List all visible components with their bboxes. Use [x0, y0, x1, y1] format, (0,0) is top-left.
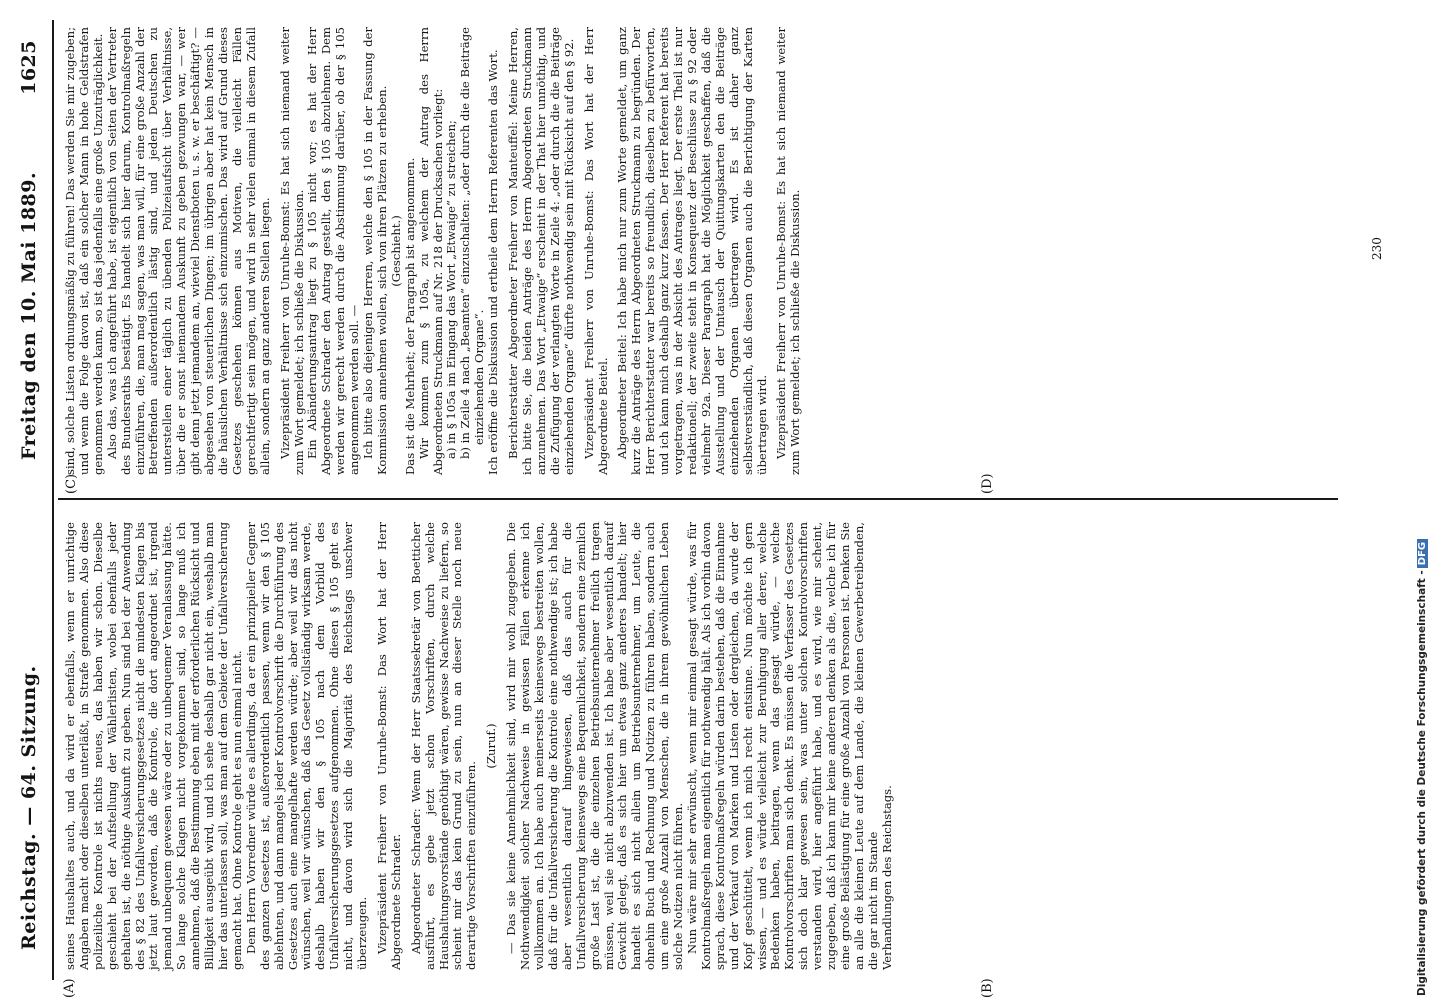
speaker-paragraph: Vizepräsident Freiherr von Unruhe-Bomst: Das Wort hat der Herr Abgeordnete Beitel. — [581, 27, 610, 475]
speaker-paragraph: Vizepräsident Freiherr von Unruhe-Bomst: Es hat sich niemand weiter zum Wort gemeldet; ich schließe die Diskussion. — [277, 27, 306, 475]
margin-mark-b: (B) — [980, 978, 995, 998]
margin-mark-d: (D) — [980, 473, 995, 494]
speaker-paragraph: Abgeordneter Beitel: Ich habe mich nur zum Worte gemeldet, um ganz kurz die Anträge des Herrn Abgeordneten Struckmann zu begründen. Der Herr Berichterstatter war bereits so freundlich, dieselben zu befürworten, und ich kann mich deshalb ganz kurz fassen. Der Herr Referent hat bereits vorgetragen, was in der Absicht des Antrages liegt. Der erste Theil ist nur redaktionell; der zweite steht in Konsequenz der Beschlüsse zu § 92 oder vielmehr 92a. Dieser Paragraph hat die Möglichkeit geschaffen, daß die Ausstellung und der Umtausch der Quittungskarten den die Beiträge einziehenden Organen übertragen wird. Es ist daher ganz selbstverständlich, daß diesen Organen auch die Berichtigung der Karten übertragen wird. — [615, 27, 769, 475]
paragraph: Ein Abänderungsantrag liegt zu § 105 nicht vor; es hat der Herr Abgeordnete Schrader den Antrag gestellt, den § 105 abzulehnen. Dem werden wir gerecht werden durch die Abstimmung darüber, ob der § 105 angenommen werden soll. — — [305, 27, 362, 475]
paragraph: Wir kommen zum § 105a, zu welchem der Antrag des Herrn Abgeordneten Struckmann auf Nr. 218 der Drucksachen vorliegt: — [416, 27, 445, 475]
footer-source: Verhandlungen des Reichstags. — [879, 785, 894, 970]
speaker-paragraph: Vizepräsident Freiherr von Unruhe-Bomst: Das Wort hat der Herr Abgeordnete Schrader. — [374, 522, 403, 970]
header-rule — [52, 20, 54, 980]
paragraph: sind, solche Listen ordnungsmäßig zu führen! Das werden Sie mir zugeben; und wenn die Folge davon ist, daß ein solcher Mann in hohe Geldstrafen genommen werden kann, so ist das jedenfalls eine große Unzuträglichkeit. — [63, 27, 105, 475]
digitization-credit — [1416, 539, 1428, 996]
paragraph: Nun wäre mir sehr erwünscht, wenn mir einmal gesagt würde, was für Kontrolmaßregeln man eigentlich für nothwendig hält. Als ich vorhin davon sprach, diese Kontrolmaßregeln würden darin bestehen, daß die Einnahme und der Verkauf von Marken und Listen oder dergleichen, da wurde der Kopf geschüttelt, wenn ich mich recht entsinne. Nun möchte ich gern wissen, — und es würde vielleicht zur Beruhigung aller derer, welche Bedenken haben, beitragen, wenn das gesagt würde, — welche Kontrolvorschriften man sich denkt. Es müssen die Verfasser des Gesetzes sich doch klar gewesen sein, was unter solchen Kontrolvorschriften verstanden wird, hier angeführt habe, und es wird, wie mir scheint, zugegeben, daß ich kann mir keine anderen denken als die, welche ich für eine große Belästigung für eine große Anzahl von Personen ist. Denken Sie an alle die kleinen Leute auf dem Lande, die kleinen Gewerbetreibenden, die gar nicht im Stande — [684, 522, 880, 970]
interjection: (Geschieht.) — [388, 215, 403, 287]
amendment-item: a) in § 105a im Eingang das Wort „Etwaige“ zu streichen; — [444, 120, 459, 459]
paragraph: Ich eröffne die Diskussion und ertheile dem Herrn Referenten das Wort. — [486, 49, 501, 475]
header-session: Reichstag. — 64. Sitzung. — [18, 665, 40, 950]
speaker-paragraph: Berichterstatter Abgeordneter Freiherr von Manteuffel: Meine Herren, ich bitte Sie, die beiden Anträge des Herrn Abgeordneten Struckmann anzunehmen. Das Wort „Etwaige“ erscheint in der That hier unnöthig, und die Zufügung der verlangten Worte in Zeile 4: „oder durch die die Beiträge einziehenden Organe“ dürfte nothwendig sein mit Rücksicht auf den § 92. — [506, 27, 576, 475]
interjection: (Zuruf.) — [484, 723, 499, 769]
paragraph: seines Haushaltes auch, und da wird er ebenfalls, wenn er unrichtige Angaben macht oder dieselben unterläßt, in Strafe genommen. Also diese polizeiliche Kontrole ist nichts neues, das haben wir schon. Dieselbe geschieht bei der Aufstellung der Wählerlisten, wobei ebenfalls jeder gehalten ist, die nöthige Auskunft zu geben. Nun sind bei der Anwendung des § 82 des Unfallversicherungsgesetzes nicht die mindesten Klagen bis jetzt laut geworden, daß die Kontrole, die dort angeordnet ist, irgend jemand unbequem gewesen wäre oder zu unbequemer Veranlassung hätte. So lange solche Klagen nicht vorgekommen sind, so lange muß ich annehmen, daß die Bestimmung eben mit der erforderlichen Rücksicht und Billigkeit ausgeübt wird, und ich sehe deshalb gar nicht ein, weshalb man hier das unterlassen soll, was man auf dem Gebiete der Unfallversicherung gemacht hat. Ohne Kontrole geht es nun einmal nicht. — [63, 522, 244, 970]
header-date: Freitag den 10. Mai 1889. — [18, 171, 40, 460]
speaker-paragraph: Vizepräsident Freiherr von Unruhe-Bomst: Es hat sich niemand weiter zum Wort gemeldet; ich schließe die Diskussion. — [774, 27, 803, 475]
right-column — [64, 27, 803, 475]
paragraph: Also das, was ich angeführt habe, ist eigentlich von Seiten der Vertreter des Bundesraths bestätigt. Es handelt sich hier darum, Kontrolmaßregeln einzuführen, die, man mag sagen, was man will, für eine große Anzahl der Betreffenden außerordentlich lästig sind, und jeden Deutschen zu unterstellen einer täglich zu übenden Polizeiaufsicht über Verhältnisse, über die er sonst niemandem Auskunft zu geben gezwungen war, — wer gibt denn jetzt jemandem an, wieviel Dienstboten u. s. w. er beschäftigt? — abgesehen von steuerlichen Dingen; im übrigen aber hat kein Mensch in die häuslichen Verhältnisse sich einzumischen. Das wird auf Grund dieses Gesetzes geschehen können aus Motiven, die vielleicht Fällen gerechtfertigt sein mögen, und wird in sehr vielen einmal in diesem Zufall allein, sondern an ganz anderen Stellen liegen. — [104, 27, 272, 475]
header-page-number: 1625 — [18, 40, 40, 95]
paragraph: Das ist die Mehrheit; der Paragraph ist angenommen. — [402, 157, 417, 475]
amendment-item: b) in Zeile 4 nach „Beamten“ einzuschalten: „oder durch die die Beiträge einziehenden Organe“. — [458, 27, 487, 459]
paragraph: Dem Herrn Vorredner würde es allerdings, da er ein prinzipieller Gegner des ganzen Gesetzes ist, außerordentlich passen, wenn wir den § 105 ablehnten, und dann mangels jeder Kontrolvorschrift die Durchführung des Gesetzes auch eine mangelhafte werden würde; aber weil wir das nicht wünschen, weil wir wünschen, daß das Gesetz vollständig wirksam werde, deshalb haben wir den § 105 nach dem Vorbild des Unfallversicherungsgesetzes aufgenommen. Ohne diesen § 105 geht es nicht, und davon wird sich die Majorität des Reichstags unschwer überzeugen. — [243, 522, 370, 970]
speaker-paragraph: Abgeordneter Schrader: Wenn der Herr Staatssekretär von Boetticher ausführt, es gebe jetzt schon Vorschriften, durch welche Haushaltungsvorstände genöthigt wären, gewisse Nachweise zu liefern, so scheint mir das kein Grund zu sein, nun an dieser Stelle noch neue derartige Vorschriften einzuführen. — [408, 522, 479, 970]
margin-mark-c: (C) — [64, 473, 79, 494]
signature-mark: 230 — [1370, 237, 1384, 260]
left-column — [64, 522, 895, 970]
page-header — [10, 20, 50, 980]
margin-mark-a: (A) — [62, 978, 77, 998]
paragraph: — Das sie keine Annehmlichkeit sind, wird mir wohl zugegeben. Die Nothwendigkeit solcher Nachweise in gewissen Fällen erkenne ich vollkommen an. Ich habe auch meinerseits keineswegs bestreiten wollen, daß für die Unfallversicherung die Kontrole eine nothwendige ist; ich habe aber wesentlich darauf hingewiesen, daß das auch für die Unfallversicherung keineswegs eine Bequemlichkeit, sondern eine ziemlich große Last ist, die die einzelnen Betriebsunternehmer freilich tragen müssen, weil sie nicht abzuwenden ist. Ich habe aber wesentlich darauf Gewicht gelegt, daß es sich hier um etwas ganz anderes handelt; hier handelt es sich nicht allein um Betriebsunternehmer, um Leute, die ohnehin Buch und Rechnung und Notizen zu führen haben, sondern auch um eine große Anzahl von Menschen, die in ihrem gewöhnlichen Leben solche Notizen nicht führen. — [504, 522, 686, 970]
paragraph: Ich bitte also diejenigen Herren, welche den § 105 in der Fassung der Kommission annehmen wollen, sich von ihren Plätzen zu erheben. — [361, 27, 389, 475]
column-divider — [58, 498, 1338, 500]
dfg-logo: DFG — [1417, 539, 1428, 568]
digitization-note: Digitalisierung gefördert durch die Deutsche Forschungsgemeinschaft - — [1416, 570, 1428, 996]
